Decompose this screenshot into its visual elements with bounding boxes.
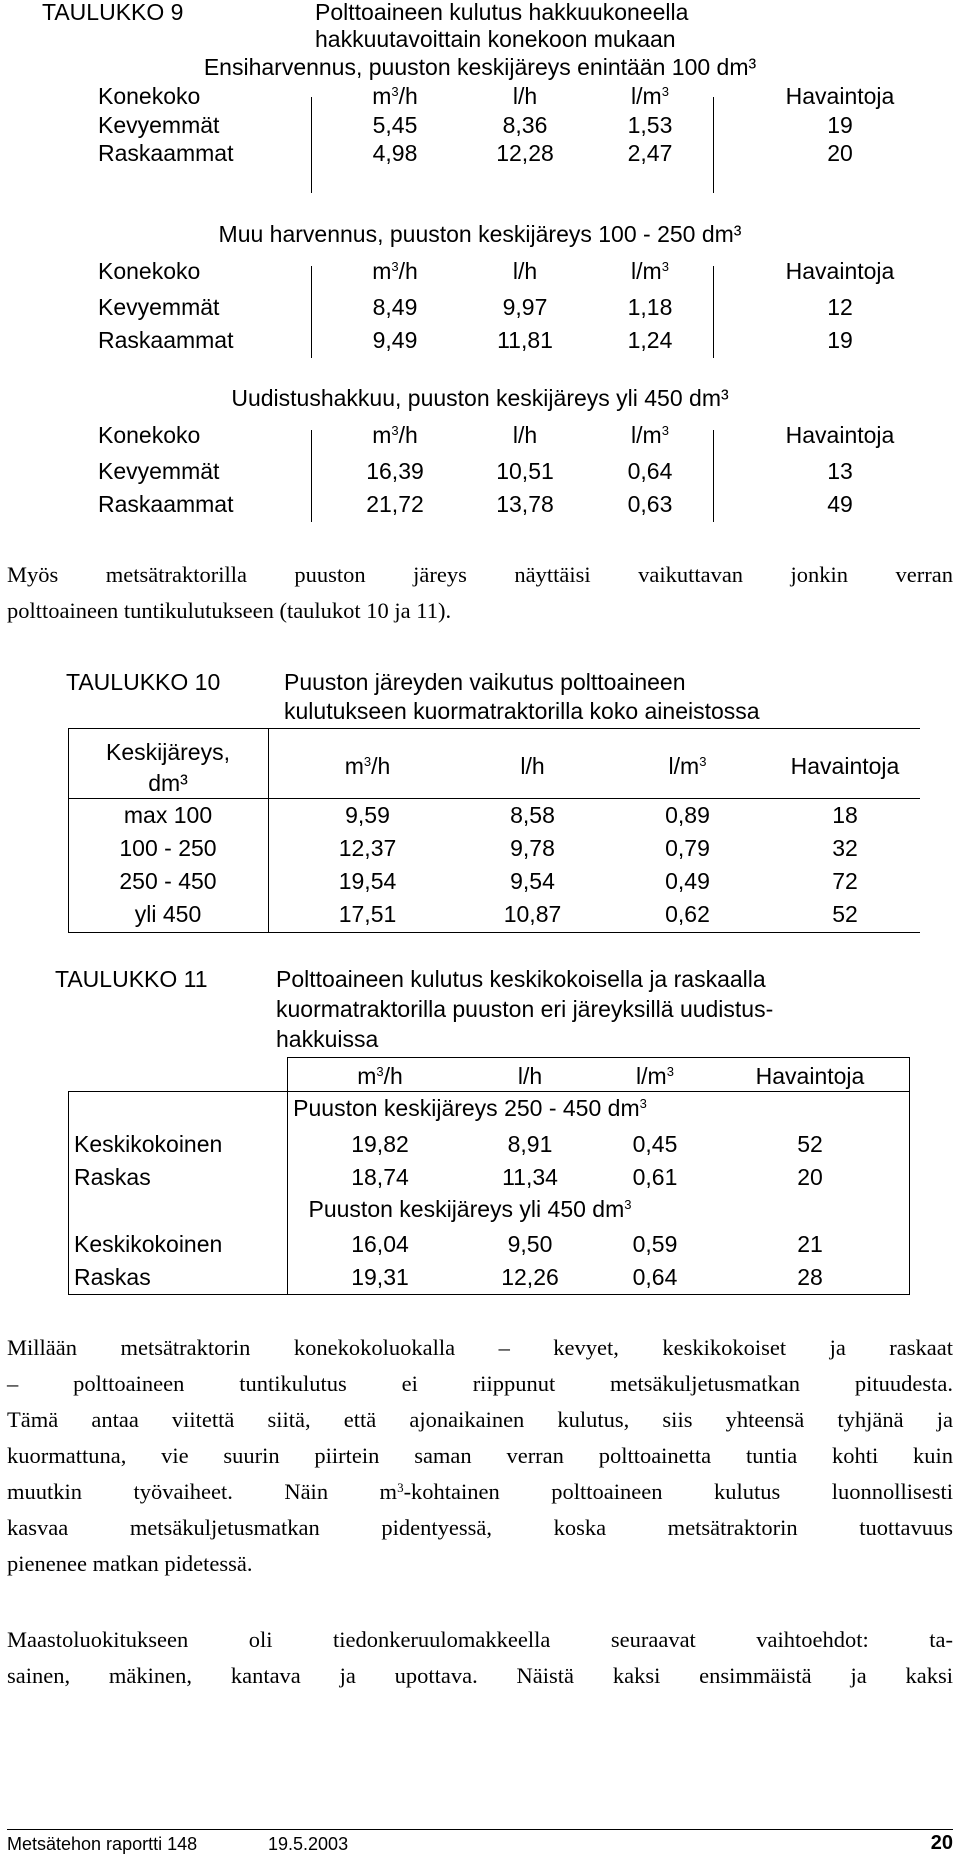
cell: 13,78	[496, 491, 554, 517]
cell: 8,36	[502, 112, 548, 138]
col-header-havaintoja: Havaintoja	[785, 83, 895, 109]
col-header-havaintoja: Havaintoja	[755, 1063, 865, 1089]
col-header-lm3: $l/m^3$	[631, 258, 669, 284]
cell: 12,26	[501, 1264, 559, 1290]
footer-report: Metsätehon raportti 148	[7, 1834, 198, 1854]
row-label: Kevyemmät	[98, 458, 220, 484]
cell: 0,79	[665, 835, 710, 861]
col-header-konekoko: Konekoko	[98, 83, 201, 109]
divider	[268, 728, 269, 933]
paragraph-line: Myös metsätraktorilla puuston järeys näyttäisi vaikuttavan jonkin verran	[7, 562, 953, 587]
table-11-title-line3: hakkuissa	[276, 1026, 379, 1052]
paragraph-line: sainen, mäkinen, kantava ja upottava. Näistä kaksi ensimmäistä ja kaksi	[7, 1663, 953, 1688]
cell: 9,54	[510, 868, 555, 894]
row-label: 100 - 250	[119, 835, 217, 861]
cell: 9,78	[510, 835, 555, 861]
paragraph-line: polttoaineen tuntikulutukseen (taulukot 10 ja 11).	[7, 598, 452, 623]
table-10-title-line1: Puuston järeyden vaikutus polttoaineen	[284, 669, 686, 695]
cell: 1,18	[627, 294, 673, 320]
divider	[311, 430, 312, 522]
col-header-lh: l/h	[517, 1063, 543, 1089]
cell: 0,59	[632, 1231, 678, 1257]
cell: 20	[797, 1164, 823, 1190]
row-label: Keskikokoinen	[74, 1131, 223, 1157]
paragraph-1	[7, 557, 953, 629]
cell: 12	[827, 294, 853, 320]
table-11-header-rule	[68, 1091, 909, 1092]
cell: 20	[827, 140, 853, 166]
paragraph-line: Millään metsätraktorin konekokoluokalla – kevyet, keskikokoiset ja raskaat	[7, 1335, 953, 1360]
cell: 1,24	[627, 327, 673, 353]
cell: 2,47	[627, 140, 673, 166]
footer-rule	[7, 1829, 953, 1830]
row-label: Raskaammat	[98, 491, 234, 517]
cell: 18,74	[351, 1164, 409, 1190]
cell: 0,62	[665, 901, 710, 927]
table-9-section-2-title: Muu harvennus, puuston keskijäreys 100 - 250 dm³	[218, 221, 742, 247]
col-header-m3h: $m^3/h$	[372, 83, 418, 109]
table-10-header-rule	[68, 798, 920, 799]
table-9-section-1-title: Ensiharvennus, puuston keskijäreys enintään 100 dm³	[203, 54, 757, 80]
cell: 21	[797, 1231, 823, 1257]
cell: 10,51	[496, 458, 554, 484]
row-label: Raskaammat	[98, 327, 234, 353]
col-header-keskijareys: Keskijäreys,	[106, 739, 230, 765]
row-label: Kevyemmät	[98, 294, 220, 320]
cell: 0,64	[632, 1264, 678, 1290]
table-10-bottom-rule	[68, 932, 920, 933]
footer-date: 19.5.2003	[268, 1834, 349, 1854]
table-11-top-rule	[287, 1057, 909, 1058]
cell: 72	[832, 868, 858, 894]
cell: 13	[827, 458, 853, 484]
table-11-subheading-2: Puuston keskijäreys yli 450 $dm^3$	[308, 1196, 632, 1222]
cell: 16,39	[366, 458, 424, 484]
col-header-lm3: $l/m^3$	[631, 422, 669, 448]
col-header-lh: l/h	[512, 258, 538, 284]
cell: 17,51	[338, 901, 397, 927]
divider	[713, 430, 714, 522]
col-header-keskijareys-unit: dm³	[148, 770, 188, 796]
row-label: max 100	[123, 802, 213, 828]
col-header-m3h: $m^3/h$	[357, 1063, 403, 1089]
cell: 8,91	[507, 1131, 553, 1157]
paragraph-3	[7, 1622, 953, 1694]
table-9-label: TAULUKKO 9	[42, 0, 184, 25]
cell: 0,49	[665, 868, 710, 894]
divider	[713, 97, 714, 193]
cell: 52	[832, 901, 858, 927]
paragraph-line: muutkin työvaiheet. Näin $m^3$-kohtainen polttoaineen kulutus luonnollisesti	[7, 1479, 953, 1504]
page-number: 20	[930, 1832, 953, 1854]
cell: 49	[827, 491, 853, 517]
col-header-lm3: $l/m^3$	[636, 1063, 674, 1089]
cell: 9,97	[502, 294, 548, 320]
cell: 8,49	[372, 294, 418, 320]
divider	[287, 1057, 288, 1295]
cell: 10,87	[503, 901, 562, 927]
paragraph-line: Tämä antaa viitettä siitä, että ajonaikainen kulutus, siis yhteensä tyhjänä ja	[7, 1407, 953, 1432]
row-label: 250 - 450	[119, 868, 217, 894]
cell: 52	[797, 1131, 823, 1157]
col-header-lm3: $l/m^3$	[668, 753, 707, 779]
cell: 5,45	[372, 112, 418, 138]
paragraph-line: kuormattuna, vie suurin piirtein saman verran polttoainetta tuntia kohti kuin	[7, 1443, 953, 1468]
cell: 21,72	[366, 491, 424, 517]
table-9-section-3-title: Uudistushakkuu, puuston keskijäreys yli 450 dm³	[231, 385, 729, 411]
col-header-lh: l/h	[512, 83, 538, 109]
divider	[311, 97, 312, 193]
col-header-m3h: $m^3/h$	[344, 753, 391, 779]
col-header-lh: l/h	[512, 422, 538, 448]
cell: 9,59	[345, 802, 390, 828]
table-11-label: TAULUKKO 11	[55, 966, 208, 992]
cell: 19	[827, 112, 853, 138]
col-header-havaintoja: Havaintoja	[790, 753, 900, 779]
table-11-title-line2: kuormatraktorilla puuston eri järeyksillä uudistus-	[276, 996, 774, 1022]
col-header-m3h: $m^3/h$	[372, 422, 418, 448]
paragraph-line: pienenee matkan pidetessä.	[7, 1551, 253, 1576]
cell: 19,31	[351, 1264, 409, 1290]
row-label: Kevyemmät	[98, 112, 220, 138]
cell: 32	[832, 835, 858, 861]
cell: 0,61	[632, 1164, 678, 1190]
cell: 0,45	[632, 1131, 678, 1157]
paragraph-line: kasvaa metsäkuljetusmatkan pidentyessä, koska metsätraktorin tuottavuus	[7, 1515, 953, 1540]
cell: 19,82	[351, 1131, 409, 1157]
table-11-subheading-1: Puuston keskijäreys 250 - 450 $dm^3$	[293, 1095, 647, 1121]
cell: 16,04	[351, 1231, 409, 1257]
cell: 9,49	[372, 327, 418, 353]
table-9-title-line1: Polttoaineen kulutus hakkuukoneella	[315, 0, 689, 25]
col-header-lh: l/h	[520, 753, 545, 779]
divider	[68, 1091, 69, 1295]
row-label: Raskas	[74, 1264, 151, 1290]
table-9-title-line2: hakkuutavoittain konekoon mukaan	[315, 26, 676, 52]
cell: 19	[827, 327, 853, 353]
col-header-konekoko: Konekoko	[98, 422, 201, 448]
paragraph-2	[7, 1330, 953, 1582]
cell: 0,64	[627, 458, 673, 484]
paragraph-line: Maastoluokitukseen oli tiedonkeruulomakkeella seuraavat vaihtoehdot: ta-	[7, 1627, 953, 1652]
divider	[68, 728, 69, 933]
row-label: yli 450	[134, 901, 202, 927]
divider	[713, 266, 714, 358]
cell: 18	[832, 802, 858, 828]
table-10-label: TAULUKKO 10	[66, 669, 221, 695]
col-header-lm3: $l/m^3$	[631, 83, 669, 109]
table-10-top-rule	[68, 728, 920, 729]
cell: 11,81	[497, 327, 553, 353]
cell: 12,28	[496, 140, 554, 166]
divider	[311, 266, 312, 358]
cell: 28	[797, 1264, 823, 1290]
col-header-havaintoja: Havaintoja	[785, 258, 895, 284]
paragraph-line: – polttoaineen tuntikulutus ei riippunut metsäkuljetusmatkan pituudesta.	[7, 1371, 953, 1396]
cell: 11,34	[502, 1164, 558, 1190]
cell: 4,98	[372, 140, 418, 166]
table-11-title-line1: Polttoaineen kulutus keskikokoisella ja raskaalla	[276, 966, 766, 992]
table-11-bottom-rule	[68, 1294, 909, 1295]
cell: 12,37	[338, 835, 397, 861]
row-label: Raskaammat	[98, 140, 234, 166]
col-header-konekoko: Konekoko	[98, 258, 201, 284]
row-label: Keskikokoinen	[74, 1231, 223, 1257]
cell: 19,54	[338, 868, 397, 894]
col-header-havaintoja: Havaintoja	[785, 422, 895, 448]
cell: 0,89	[665, 802, 710, 828]
cell: 0,63	[627, 491, 673, 517]
cell: 9,50	[507, 1231, 553, 1257]
cell: 8,58	[510, 802, 555, 828]
row-label: Raskas	[74, 1164, 151, 1190]
divider	[909, 1057, 910, 1295]
col-header-m3h: $m^3/h$	[372, 258, 418, 284]
cell: 1,53	[627, 112, 673, 138]
table-10-title-line2: kulutukseen kuormatraktorilla koko aineistossa	[284, 698, 760, 724]
